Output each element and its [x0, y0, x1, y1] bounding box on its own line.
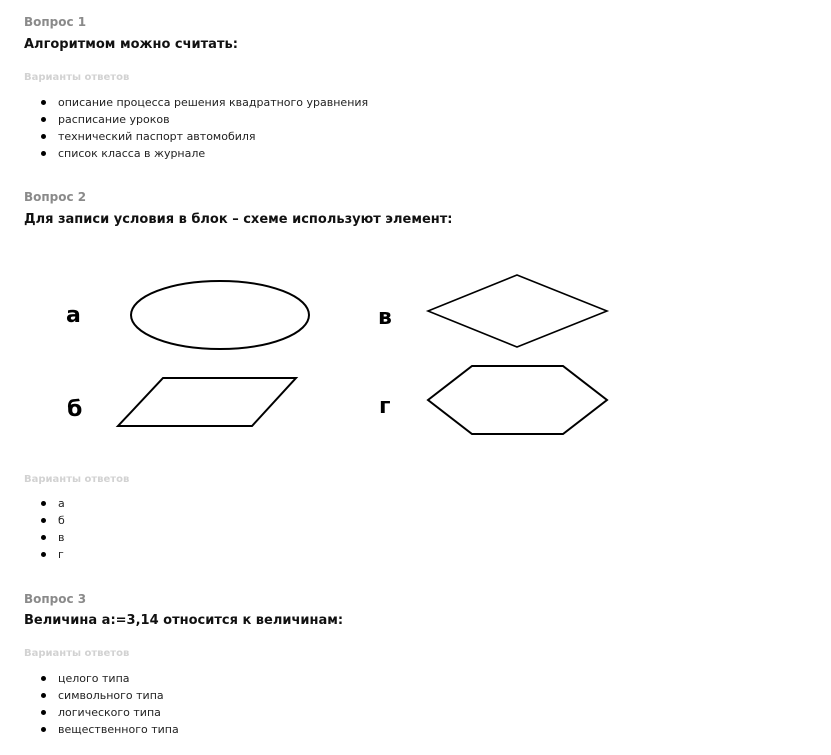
bullet-icon	[41, 552, 46, 557]
figure-letter-b: б	[67, 397, 83, 422]
answer-text: технический паспорт автомобиля	[58, 130, 256, 143]
answer-list	[38, 495, 65, 563]
bullet-icon	[41, 518, 46, 523]
answer-text: логического типа	[58, 706, 161, 719]
figure-letter-g: г	[379, 394, 391, 419]
answer-text: символьного типа	[58, 689, 164, 702]
question-number: Вопрос 1	[24, 15, 87, 29]
bullet-icon	[41, 676, 46, 681]
hexagon-shape	[428, 366, 607, 434]
answer-text: целого типа	[58, 672, 130, 685]
bullet-icon	[41, 151, 46, 156]
answer-item	[38, 721, 179, 738]
question-number: Вопрос 2	[24, 190, 87, 204]
question-text: Алгоритмом можно считать:	[24, 37, 238, 52]
answer-item	[38, 145, 368, 162]
question-text: Для записи условия в блок – схеме используют элемент:	[24, 212, 453, 227]
bullet-icon	[41, 117, 46, 122]
answer-text: в	[58, 531, 65, 544]
answer-item	[38, 111, 368, 128]
answer-item	[38, 512, 65, 529]
bullet-icon	[41, 100, 46, 105]
bullet-icon	[41, 727, 46, 732]
bullet-icon	[41, 535, 46, 540]
answer-item	[38, 529, 65, 546]
answer-item	[38, 94, 368, 111]
ellipse-shape	[131, 281, 309, 349]
flowchart-figure	[40, 258, 640, 448]
answer-text: вещественного типа	[58, 723, 179, 736]
figure-letter-v: в	[378, 305, 392, 330]
answer-list	[38, 94, 368, 162]
answer-text: г	[58, 548, 64, 561]
answer-text: список класса в журнале	[58, 147, 206, 160]
variants-label: Варианты ответов	[24, 648, 130, 659]
answer-item	[38, 704, 179, 721]
bullet-icon	[41, 501, 46, 506]
variants-label: Варианты ответов	[24, 474, 130, 485]
answer-item	[38, 128, 368, 145]
answer-item	[38, 495, 65, 512]
question-number: Вопрос 3	[24, 592, 87, 606]
parallelogram-shape	[118, 378, 296, 426]
answer-text: описание процесса решения квадратного уравнения	[58, 96, 369, 109]
answer-text: расписание уроков	[58, 113, 170, 126]
answer-item	[38, 687, 179, 704]
bullet-icon	[41, 710, 46, 715]
answer-text: б	[58, 514, 65, 527]
flowchart-shapes-svg	[40, 258, 640, 448]
variants-label: Варианты ответов	[24, 72, 130, 83]
answer-item	[38, 670, 179, 687]
answer-text: а	[58, 497, 65, 510]
bullet-icon	[41, 693, 46, 698]
answer-item	[38, 546, 65, 563]
figure-letter-a: а	[66, 303, 81, 328]
rhombus-shape	[428, 275, 607, 347]
answer-list	[38, 670, 179, 738]
bullet-icon	[41, 134, 46, 139]
question-text: Величина а:=3,14 относится к величинам:	[24, 613, 344, 628]
